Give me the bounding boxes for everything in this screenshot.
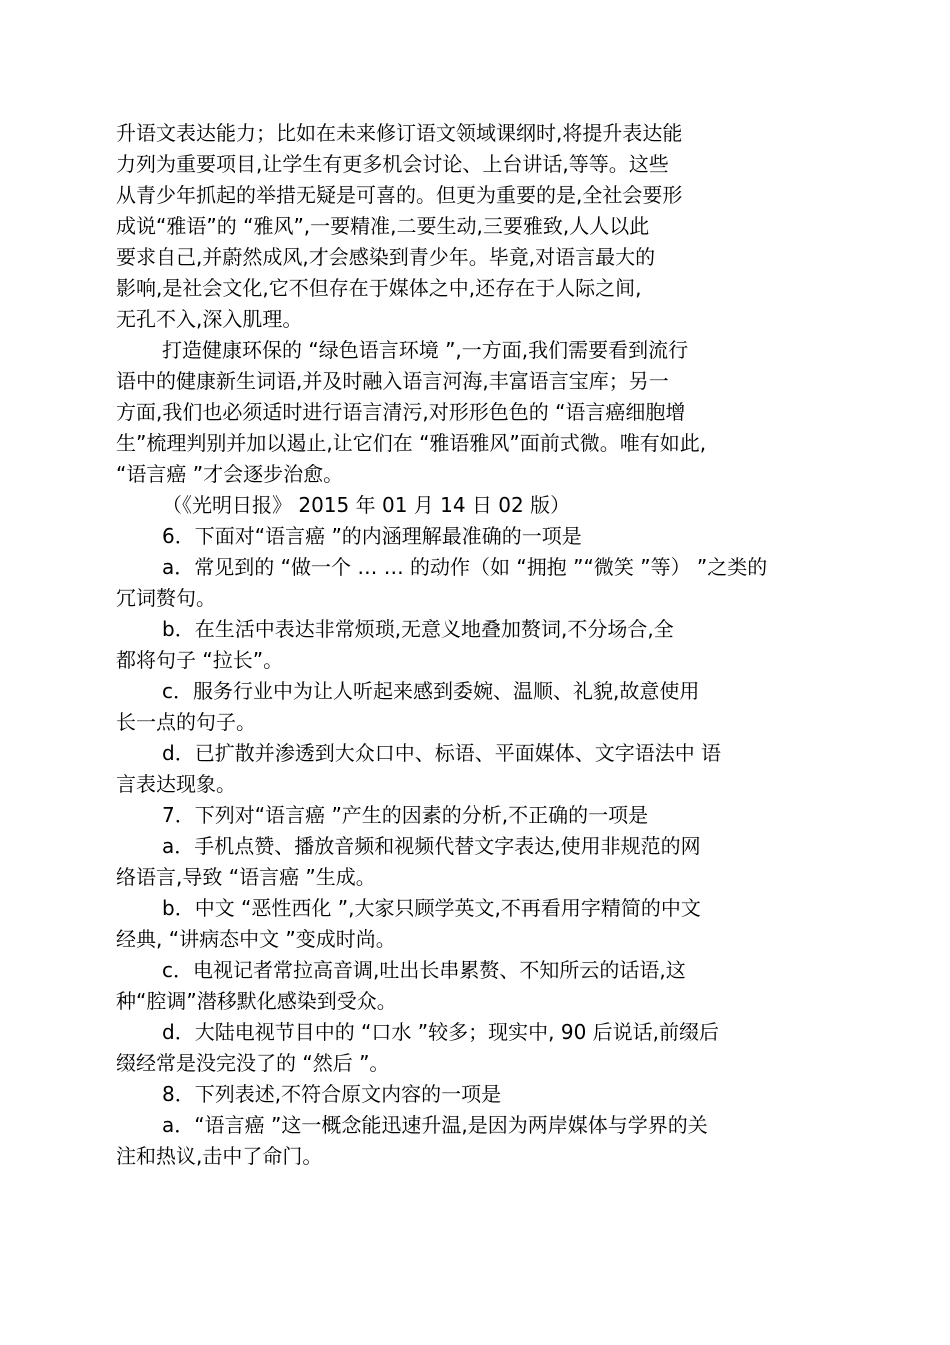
text-line: d．大陆电视节目中的 “口水 ”较多；现实中, 90 后说话,前缀后 (162, 1020, 720, 1044)
text-line: 7．下列对“语言癌 ”产生的因素的分析,不正确的一项是 (162, 803, 649, 827)
text-line: 打造健康环保的 “绿色语言环境 ”,一方面,我们需要看到流行 (162, 338, 689, 362)
text-line: 经典, “讲病态中文 ”变成时尚。 (116, 927, 396, 951)
text-line: c．服务行业中为让人听起来感到委婉、温顺、礼貌,故意使用 (162, 679, 700, 703)
text-line: a．常见到的 “做一个 … … 的动作（如 “拥抱 ”“微笑 ”等） ”之类的 (162, 555, 768, 579)
text-line: 注和热议,击中了命门。 (116, 1144, 323, 1168)
text-line: 都将句子 “拉长”。 (116, 648, 284, 672)
text-line: 言表达现象。 (116, 772, 236, 796)
text-line: 要求自己,并蔚然成风,才会感染到青少年。毕竟,对语言最大的 (116, 245, 656, 269)
text-line: d．已扩散并渗透到大众口中、标语、平面媒体、文字语法中 语 (162, 741, 722, 765)
text-line: 升语文表达能力；比如在未来修订语文领域课纲时,将提升表达能 (116, 121, 683, 145)
text-line: a．手机点赞、播放音频和视频代替文字表达,使用非规范的网 (162, 834, 701, 858)
text-line: （《光明日报》 2015 年 01 月 14 日 02 版） (162, 493, 571, 517)
text-line: 种“腔调”潜移默化感染到受众。 (116, 989, 397, 1013)
text-line: 无孔不入,深入肌理。 (116, 307, 303, 331)
text-line: 6．下面对“语言癌 ”的内涵理解最准确的一项是 (162, 524, 582, 548)
text-line: 生”梳理判别并加以遏止,让它们在 “雅语雅风”面前式微。唯有如此, (116, 431, 707, 455)
text-line: 语中的健康新生词语,并及时融入语言河海,丰富语言宝库；另一 (116, 369, 669, 393)
text-line: 络语言,导致 “语言癌 ”生成。 (116, 865, 376, 889)
text-line: 缀经常是没完没了的 “然后 ”。 (116, 1051, 390, 1075)
text-line: 成说“雅语”的 “雅风”,一要精准,二要生动,三要雅致,人人以此 (116, 214, 650, 238)
text-line: 从青少年抓起的举措无疑是可喜的。但更为重要的是,全社会要形 (116, 183, 683, 207)
document-body (116, 118, 816, 1172)
text-line: c．电视记者常拉高音调,吐出长串累赘、不知所云的话语,这 (162, 958, 686, 982)
text-line: b．中文 “恶性西化 ”,大家只顾学英文,不再看用字精简的中文 (162, 896, 701, 920)
text-line: 8．下列表述,不符合原文内容的一项是 (162, 1082, 502, 1106)
text-line: “语言癌 ”才会逐步治愈。 (116, 462, 344, 486)
text-line: 影响,是社会文化,它不但存在于媒体之中,还存在于人际之间, (116, 276, 642, 300)
text-line: b．在生活中表达非常烦琐,无意义地叠加赘词,不分场合,全 (162, 617, 674, 641)
text-line: 方面,我们也必须适时进行语言清污,对形形色色的 “语言癌细胞增 (116, 400, 686, 424)
text-line: 冗词赘句。 (116, 586, 216, 610)
text-line: 力列为重要项目,让学生有更多机会讨论、上台讲话,等等。这些 (116, 152, 669, 176)
text-line: 长一点的句子。 (116, 710, 256, 734)
text-line: a．“语言癌 ”这一概念能迅速升温,是因为两岸媒体与学界的关 (162, 1113, 708, 1137)
